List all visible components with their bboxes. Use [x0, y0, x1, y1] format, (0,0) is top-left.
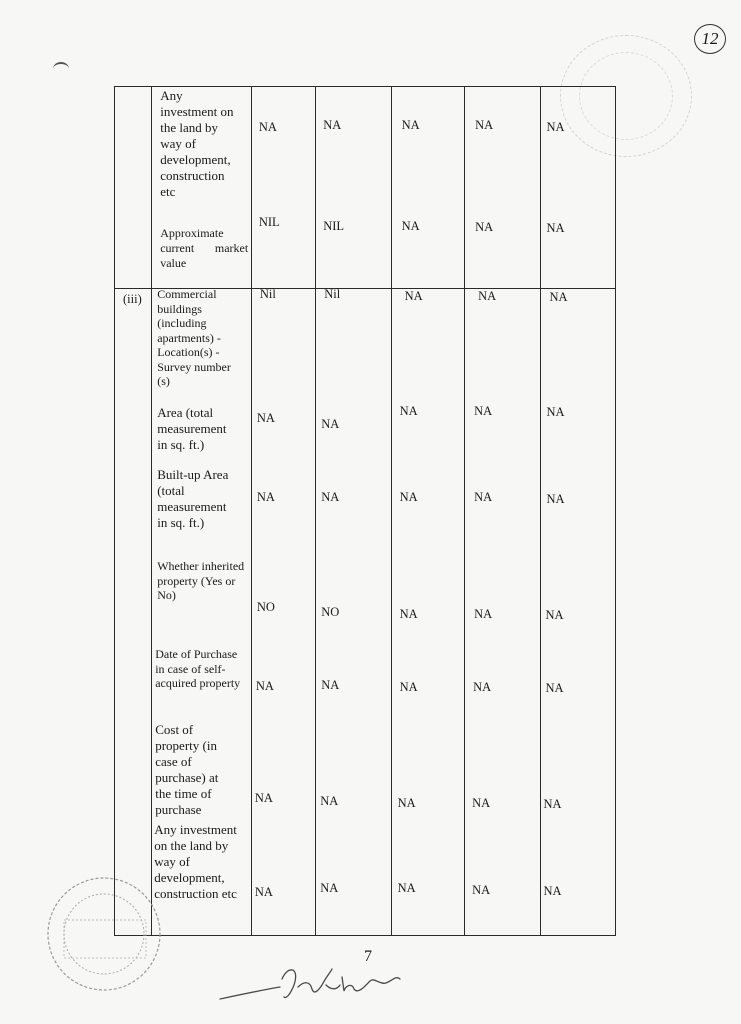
value-cell: NA [472, 883, 491, 897]
serial-cell [115, 87, 152, 289]
inherited-label: Whether inherited property (Yes or No) [157, 559, 245, 602]
value-cell: NA [543, 797, 562, 811]
value-cell: NA [399, 607, 418, 621]
value-cell: NA [399, 490, 418, 504]
value-cell: NIL [323, 219, 345, 233]
value-cell: NA [543, 884, 562, 898]
value-cell: NA [258, 120, 277, 134]
market-label-a: Approximate current market value [160, 226, 249, 270]
value-cell: NA [254, 885, 273, 899]
table-row [115, 87, 616, 289]
value-cell: NA [254, 791, 273, 805]
area-label: Area (total measurement in sq. ft.) [157, 405, 227, 452]
cost-label: Cost of property (in case of purchase) at the time of purchase [155, 722, 219, 817]
value-cell: NA [399, 404, 418, 418]
value-cell: NA [397, 796, 416, 810]
table-row [115, 289, 616, 936]
value-cell: NA [546, 405, 565, 419]
value-cell: NA [320, 794, 339, 808]
value-cell: NA [474, 490, 493, 504]
commercial-label: Commercial buildings (including apartments) - Location(s) -Survey number (s) [157, 287, 231, 388]
value-cell: NA [256, 490, 275, 504]
value-cell: NA [401, 118, 420, 132]
assets-table [114, 86, 616, 934]
value-cell: NA [397, 881, 416, 895]
investment-label-a: Any investment on the land by way of development, construction etc [160, 88, 234, 199]
value-cell: Nil [324, 287, 341, 301]
value-cell: NO [256, 600, 275, 614]
value-cell: NA [323, 118, 342, 132]
notary-seal-stamp [34, 872, 174, 992]
value-cell: NA [321, 490, 340, 504]
value-cell: NA [474, 607, 493, 621]
punch-hole-mark [53, 62, 69, 76]
value-cell: NA [320, 881, 339, 895]
section-roman-numeral: (iii) [123, 292, 142, 306]
value-cell: NO [321, 605, 340, 619]
value-cell: NA [255, 679, 274, 693]
value-cell: NA [474, 404, 493, 418]
purchase-date-label: Date of Purchase in case of self-acquired property [155, 647, 241, 690]
value-cell: NA [546, 221, 565, 235]
value-cell: NA [473, 680, 492, 694]
value-cell: NA [399, 680, 418, 694]
value-cell: NA [321, 417, 340, 431]
value-cell: NA [546, 492, 565, 506]
value-cell: NA [475, 118, 494, 132]
handwritten-signature [218, 955, 418, 1005]
value-cell: NA [404, 289, 423, 303]
value-cell: NA [546, 120, 565, 134]
page-marker: 12 [694, 24, 726, 54]
value-cell: NA [478, 289, 497, 303]
value-cell: NA [472, 796, 491, 810]
value-cell: NA [545, 681, 564, 695]
value-cell: Nil [259, 287, 276, 301]
value-cell: NA [545, 608, 564, 622]
investment-label-iii: Any investment on the land by way of development, construction etc [154, 822, 237, 901]
builtup-label: Built-up Area (total measurement in sq. ft.) [157, 467, 229, 530]
value-cell: NA [256, 411, 275, 425]
value-cell: NIL [258, 215, 280, 229]
value-cell: NA [401, 219, 420, 233]
value-cell: NA [475, 220, 494, 234]
footer-page-number: 7 [364, 948, 372, 965]
value-cell: NA [549, 290, 568, 304]
value-cell: NA [321, 678, 340, 692]
